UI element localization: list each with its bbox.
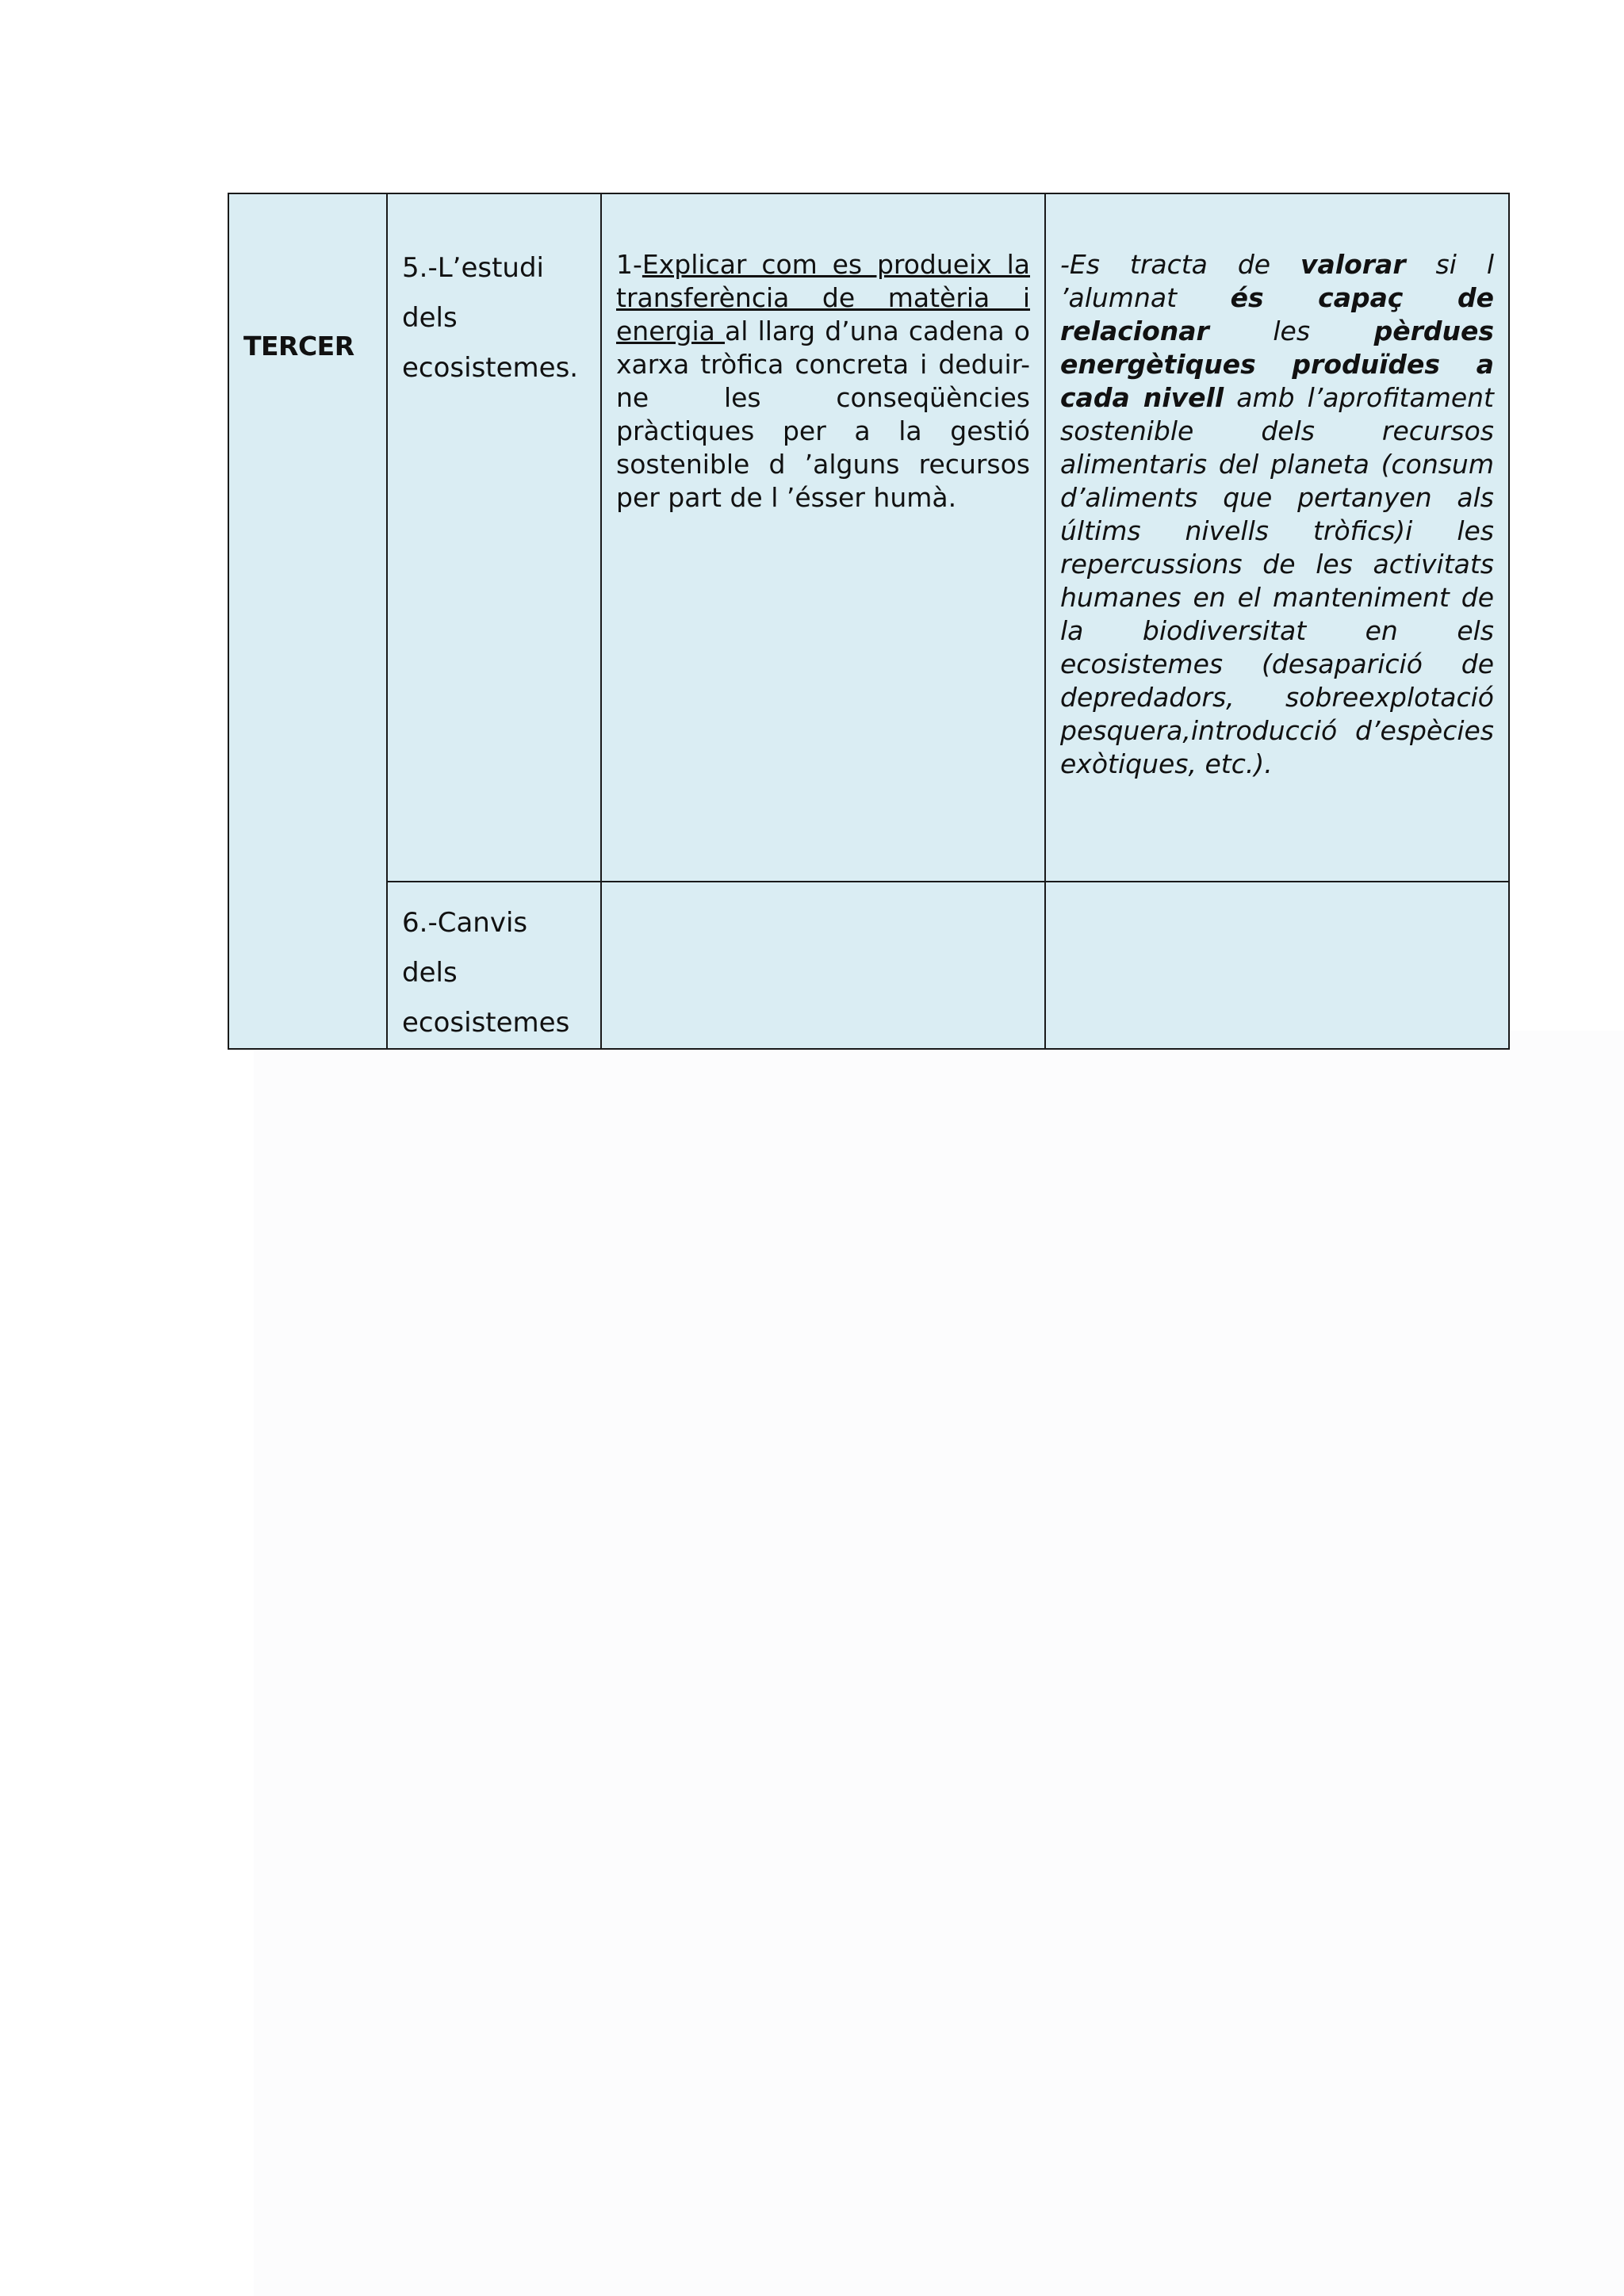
evaluation-text [1046,882,1508,936]
evaluation-bold-2: és capaç de relacionar [1060,282,1494,346]
evaluation-part-4: amb l’aprofitament sostenible dels recursos alimentaris del planeta (consum d’aliments que pertanyen als últims nivells tròfics)i les repercussions de les activitats humanes en el manteniment de la biodiversitat en els ecosistemes (desaparició de depredadors, sobreexplotació pesquera,introducció d’espècies exòtiques, etc.). [1060,382,1495,779]
criterion-text [602,882,1044,936]
evaluation-cell [1045,193,1509,882]
topic-text: 6.-Canvis dels ecosistemes [402,907,570,1039]
criterion-underlined: Explicar com es produeix la transferència de matèria i energia [616,249,1030,346]
evaluation-bold-1: valorar [1300,249,1406,280]
evaluation-part-3: les [1208,316,1374,346]
evaluation-bold-3: pèrdues energètiques produïdes a cada nivell [1060,316,1494,413]
page-background [254,1031,1624,2296]
evaluation-cell [1045,882,1509,1049]
level-label: TERCER [243,331,354,362]
evaluation-part-1: -Es tracta de [1060,249,1301,280]
topic-text: 5.-L’estudi dels ecosistemes. [402,252,579,384]
criterion-rest: al llarg d’una cadena o xarxa tròfica concreta i deduir-ne les conseqüències pràctiques per a la gestió sostenible d ’alguns recursos per part de l ’ésser humà. [616,316,1030,513]
criterion-prefix: 1- [616,249,642,280]
topic-cell [387,882,601,1049]
criterion-cell [601,193,1045,882]
table-row [228,193,1509,882]
table-row [228,882,1509,1049]
curriculum-table [228,193,1510,1050]
criterion-text [602,194,1044,515]
evaluation-part-2: si l ’alumnat [1060,249,1494,313]
topic-cell [387,193,601,882]
level-cell [228,193,387,1049]
criterion-cell [601,882,1045,1049]
evaluation-text [1046,194,1508,781]
